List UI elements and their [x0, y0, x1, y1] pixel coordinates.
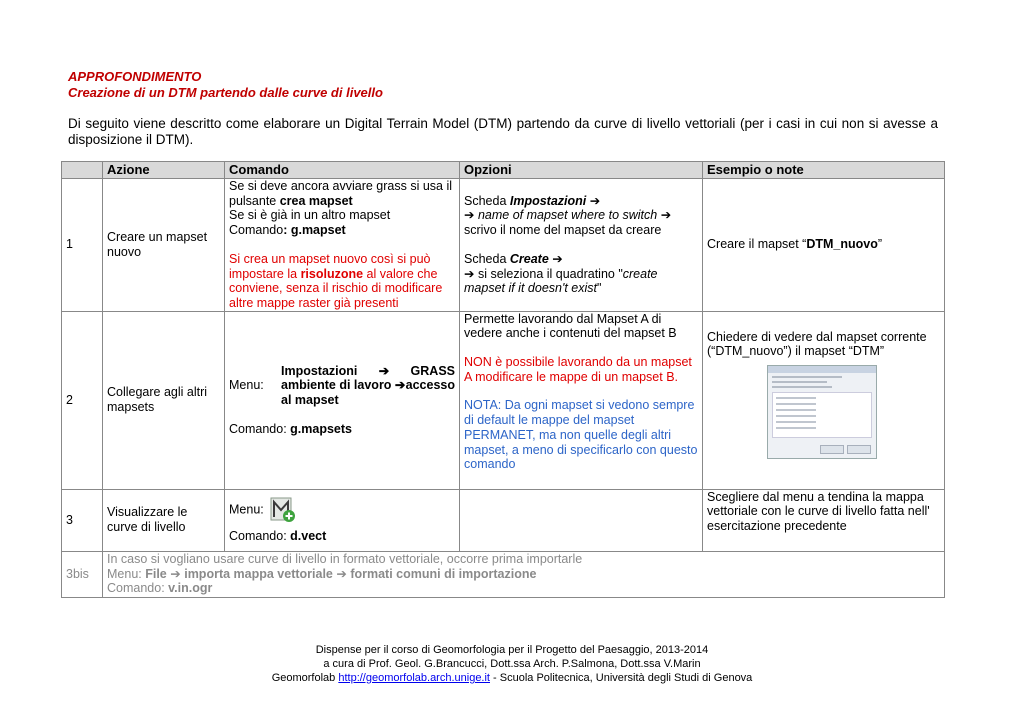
arrow-right-icon: ➔	[336, 566, 347, 581]
row-options: Permette lavorando dal Mapset A di vedere anche i contenuti del mapset B NON è possibile lavorando da un mapset A modificare le mappe di un mapset B. NOTA: Da ogni mapset si vedono sempre di default le mappe del mapset PERMANET, ma non quelle degli altri mapset, a meno di specificarlo con questo comando	[460, 311, 703, 489]
arrow-right-icon: ➔	[552, 251, 563, 266]
row-merged-content: In caso si vogliano usare curve di livello in formato vettoriale, occorre prima importarle Menu: File ➔ importa mappa vettoriale ➔ formati comuni di importazione Comando: v.in.ogr	[103, 551, 945, 597]
row-command	[225, 179, 460, 312]
row-number: 2	[62, 311, 103, 489]
row-command: Menu: Impostazioni ➔ GRASS ambiente di lavoro ➔ accesso al mapset Comando: g.mapsets	[225, 311, 460, 489]
table-header-row	[62, 162, 945, 179]
table-row	[62, 489, 945, 551]
info-note: NOTA: Da ogni mapset si vedono sempre di default le mappe del mapset PERMANET, ma non quelle degli altri mapset, a meno di specificarlo con questo comando	[464, 398, 698, 472]
row-note: Chiedere di vedere dal mapset corrente (“DTM_nuovo”) il mapset “DTM”	[703, 311, 945, 489]
row-action: Creare un mapset nuovo	[103, 179, 225, 312]
header-cell-number	[62, 162, 103, 179]
geomorfolab-link[interactable]: http://geomorfolab.arch.unige.it	[338, 672, 490, 684]
arrow-right-icon: ➔	[464, 208, 475, 223]
arrow-right-icon: ➔	[378, 363, 390, 378]
row-action: Collegare agli altri mapsets	[103, 311, 225, 489]
row-action: Visualizzare le curve di livello	[103, 489, 225, 551]
command-text: Se si deve ancora avviare grass si usa il pulsante crea mapset	[229, 179, 453, 208]
procedure-table	[61, 161, 945, 598]
row-command: Menu: Comando: d.vect	[225, 489, 460, 551]
row-options: Scheda Impostazioni ➔ ➔ name of mapset where to switch ➔ scrivo il nome del mapset da creare Scheda Create ➔ ➔ si seleziona il quadratino "create mapset if it doesn't exist"	[460, 179, 703, 312]
tab-create-label: Create	[509, 251, 549, 266]
crea-mapset-button-label: crea mapset	[279, 193, 353, 208]
arrow-right-icon: ➔	[660, 208, 672, 223]
arrow-right-icon: ➔	[394, 378, 406, 393]
warning-note: Si crea un mapset nuovo così si può impostare la risoluzone al valore che conviene, senza il rischio di modificare altre mappe raster già presenti	[229, 251, 443, 310]
table-row	[62, 179, 945, 312]
page-footer: Dispense per il corso di Geomorfologia per il Progetto del Paesaggio, 2013-2014 a cura di Prof. Geol. G.Brancucci, Dott.ssa Arch. P.Salmona, Dott.ssa V.Marin Geomorfolab http://geomorfolab.arch.unige.it - Scuola Politecnica, Università degli Studi di Genova	[271, 644, 753, 684]
command-text: Se si è già in un altro mapset	[229, 208, 391, 223]
row-note: Creare il mapset “DTM_nuovo”	[703, 179, 945, 312]
row-options	[460, 489, 703, 551]
row-number: 1	[62, 179, 103, 312]
command-text: Comando: g.mapset	[229, 223, 346, 238]
row-number: 3bis	[62, 551, 103, 597]
arrow-right-icon: ➔	[170, 566, 181, 581]
intro-paragraph: Di seguito viene descritto come elaborare un Digital Terrain Model (DTM) partendo da curve di livello vettoriali (per i casi in cui non si avesse a disposizione il DTM).	[68, 116, 938, 147]
header-cell-opzioni: Opzioni	[460, 162, 703, 179]
row-number: 3	[62, 489, 103, 551]
table-row	[62, 551, 945, 597]
header-cell-esempio: Esempio o note	[703, 162, 945, 179]
mapset-dialog-screenshot	[767, 365, 877, 459]
warning-note: NON è possibile lavorando da un mapset A modificare le mappe di un mapset B.	[464, 355, 692, 384]
header-cell-comando: Comando	[225, 162, 460, 179]
tab-impostazioni-label: Impostazioni	[509, 193, 587, 208]
page-title: Creazione di un DTM partendo dalle curve di livello	[68, 85, 383, 100]
row-note: Scegliere dal menu a tendina la mappa vettoriale con le curve di livello fatta nell' esercitazione precedente	[703, 489, 945, 551]
header-cell-azione: Azione	[103, 162, 225, 179]
add-vector-map-icon	[270, 497, 296, 523]
section-label: APPROFONDIMENTO	[68, 69, 202, 84]
table-row	[62, 311, 945, 489]
arrow-right-icon: ➔	[589, 193, 601, 208]
arrow-right-icon: ➔	[464, 266, 475, 281]
menu-path: Menu: Impostazioni ➔ GRASS ambiente di lavoro ➔ accesso al mapset	[229, 363, 455, 408]
